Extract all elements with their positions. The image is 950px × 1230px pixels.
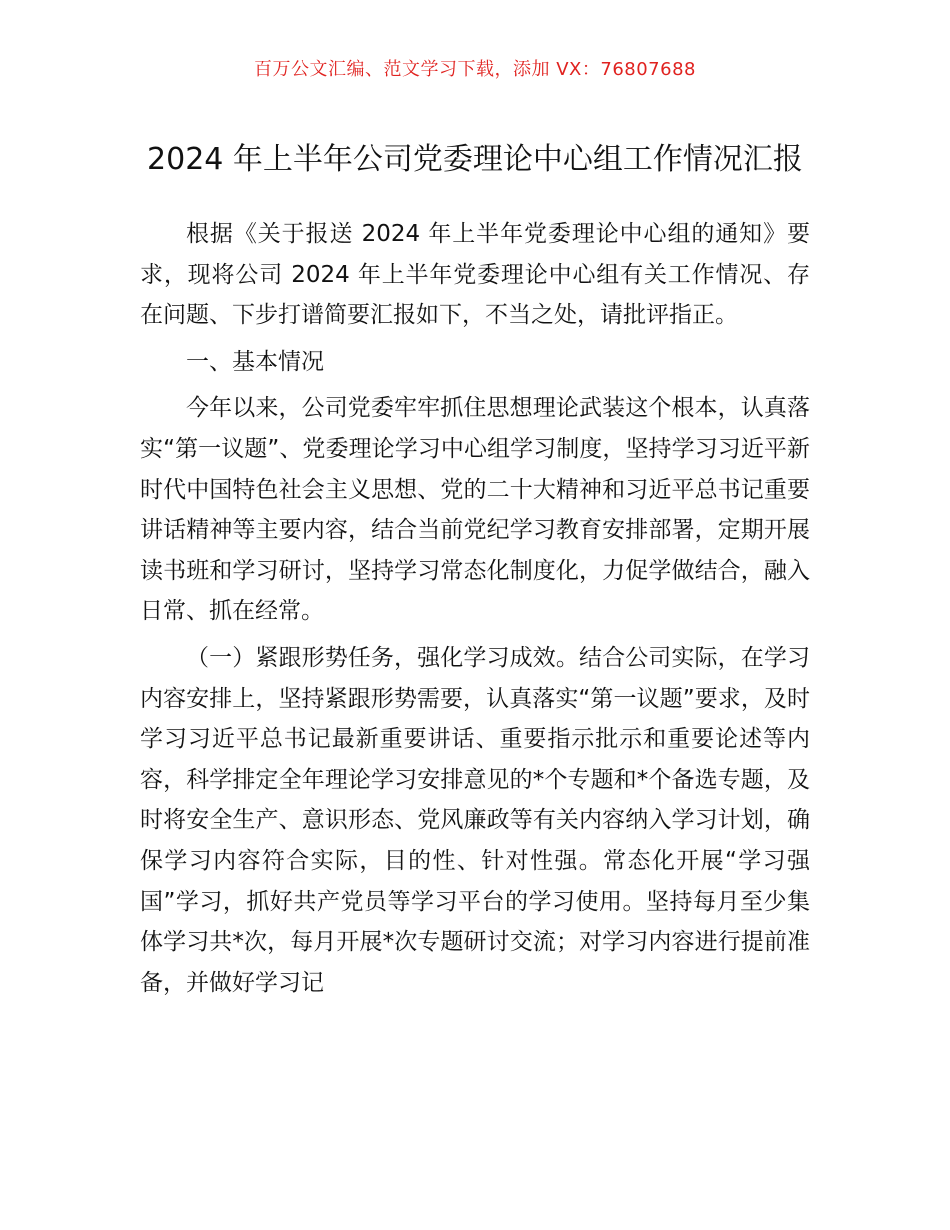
basic-situation-paragraph: 今年以来，公司党委牢牢抓住思想理论武装这个根本，认真落实“第一议题”、党委理论学习中心组学习制度，坚持学习习近平新时代中国特色社会主义思想、党的二十大精神和习近平总书记重要讲话精神等主要内容，结合当前党纪学习教育安排部署，定期开展读书班和学习研讨，坚持学习常态化制度化，力促学做结合，融入日常、抓在经常。 [140,395,810,625]
document-title: 2024 年上半年公司党委理论中心组工作情况汇报 [147,142,803,178]
watermark-banner: 百万公文汇编、范文学习下载，添加 VX：76807688 [254,59,696,80]
intro-paragraph: 根据《关于报送 2024 年上半年党委理论中心组的通知》要求，现将公司 2024 年上半年党委理论中心组有关工作情况、存在问题、下步打谱简要汇报如下，不当之处，请批评指正。 [140,221,810,329]
document-body [140,214,810,1009]
section-heading: 一、基本情况 [186,348,324,375]
subsection-paragraph: （一）紧跟形势任务，强化学习成效。结合公司实际，在学习内容安排上，坚持紧跟形势需要，认真落实“第一议题”要求，及时学习习近平总书记最新重要讲话、重要指示批示和重要论述等内容，科学排定全年理论学习安排意见的*个专题和*个备选专题，及时将安全生产、意识形态、党风廉政等有关内容纳入学习计划，确保学习内容符合实际，目的性、针对性强。常态化开展“学习强国”学习，抓好共产党员等学习平台的学习使用。坚持每月至少集体学习共*次，每月开展*次专题研讨交流；对学习内容进行提前准备，并做好学习记 [140,644,810,996]
